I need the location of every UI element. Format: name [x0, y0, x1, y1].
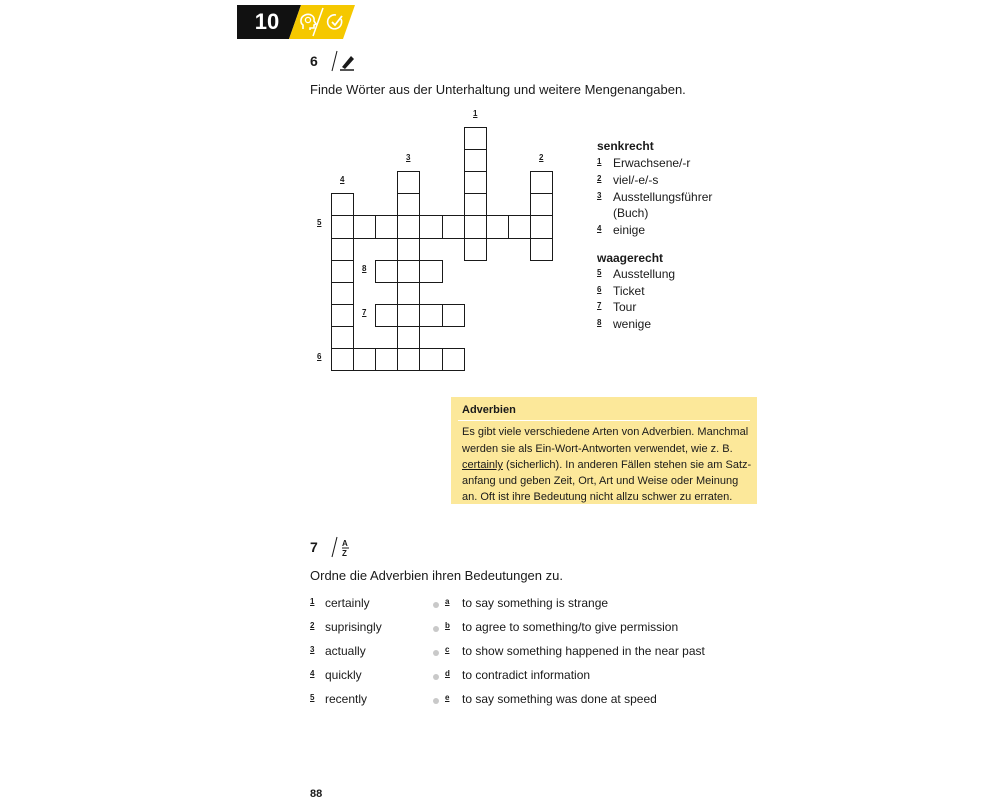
crossword-number-8: 8 — [362, 264, 367, 273]
crossword-cell[interactable] — [464, 127, 487, 150]
crossword-cell[interactable] — [375, 260, 398, 283]
crossword-number-1: 1 — [473, 109, 478, 118]
exercise-7-instruction: Ordne die Adverbien ihren Bedeutungen zu. — [310, 568, 563, 583]
exercise-6-number: 6 — [310, 53, 318, 69]
crossword-cell[interactable] — [331, 260, 354, 283]
crossword-cell[interactable] — [375, 215, 398, 239]
match-dot[interactable] — [433, 674, 439, 680]
crossword-cell[interactable] — [419, 260, 443, 283]
pen-icon — [324, 49, 358, 73]
info-box-text-line: werden sie als Ein-Wort-Antworten verwendet, wie z. B. — [462, 443, 733, 455]
crossword-cell[interactable] — [419, 348, 443, 371]
crossword-number-2: 2 — [539, 153, 544, 162]
meaning-item: a to say something is strange — [445, 596, 609, 610]
crossword-number-5: 5 — [317, 218, 322, 227]
adverb-item: 3 actually — [310, 644, 366, 658]
down-clue: 4 einige — [597, 223, 646, 237]
across-clue: 8 wenige — [597, 317, 652, 331]
across-clues-heading: waagerecht — [597, 251, 664, 265]
meaning-item: c to show something happened in the near past — [445, 644, 705, 658]
crossword-cell[interactable] — [397, 238, 420, 261]
down-clue: 1 Erwachsene/-r — [597, 156, 691, 170]
crossword-number-6: 6 — [317, 352, 322, 361]
match-dot[interactable] — [433, 698, 439, 704]
crossword-cell[interactable] — [397, 282, 420, 305]
a-z-sort-icon — [324, 535, 358, 559]
clock-check-icon — [324, 11, 346, 33]
crossword-cell[interactable] — [353, 215, 376, 239]
down-clues-heading: senkrecht — [597, 139, 654, 153]
across-clue: 6 Ticket — [597, 284, 645, 298]
crossword-cell[interactable] — [464, 149, 487, 172]
adverb-item: 1 certainly — [310, 596, 370, 610]
crossword-cell[interactable] — [442, 348, 465, 371]
match-dot[interactable] — [433, 650, 439, 656]
crossword-cell[interactable] — [464, 171, 487, 194]
match-dot[interactable] — [433, 602, 439, 608]
down-clue: 2 viel/-e/-s — [597, 173, 659, 187]
crossword-cell[interactable] — [331, 282, 354, 305]
svg-text:Z: Z — [342, 549, 347, 558]
info-box-text-line: Es gibt viele verschiedene Arten von Adverbien. Manchmal — [462, 426, 749, 438]
crossword-cell[interactable] — [397, 171, 420, 194]
crossword-cell[interactable] — [530, 238, 553, 261]
across-clue: 7 Tour — [597, 300, 637, 314]
crossword-cell[interactable] — [419, 304, 443, 327]
exercise-7-number: 7 — [310, 539, 318, 555]
crossword-number-3: 3 — [406, 153, 411, 162]
info-box-example-word: certainly — [462, 459, 503, 471]
meaning-item: e to say something was done at speed — [445, 692, 657, 706]
meaning-item: b to agree to something/to give permission — [445, 620, 679, 634]
crossword-cell[interactable] — [464, 238, 487, 261]
info-box-text-line: an. Oft ist ihre Bedeutung nicht allzu schwer zu erraten. — [462, 491, 733, 503]
crossword-cell[interactable] — [530, 193, 553, 216]
crossword-cell[interactable] — [530, 215, 553, 239]
crossword-cell[interactable] — [397, 326, 420, 349]
crossword-cell[interactable] — [442, 304, 465, 327]
crossword-cell[interactable] — [375, 304, 398, 327]
exercise-6-instruction: Finde Wörter aus der Unterhaltung und weitere Mengenangaben. — [310, 82, 686, 97]
crossword-cell[interactable] — [331, 193, 354, 216]
page-number: 88 — [310, 788, 323, 800]
crossword-cell[interactable] — [486, 215, 509, 239]
info-box-text-line: anfang und geben Zeit, Ort, Art und Weise oder Meinung — [462, 475, 739, 487]
crossword-cell[interactable] — [442, 215, 465, 239]
crossword-cell[interactable] — [331, 348, 354, 371]
crossword-cell[interactable] — [464, 193, 487, 216]
crossword-cell[interactable] — [397, 348, 420, 371]
down-clue: (Buch) — [613, 206, 649, 220]
crossword-cell[interactable] — [331, 326, 354, 349]
crossword-number-7: 7 — [362, 308, 367, 317]
crossword-number-4: 4 — [340, 175, 345, 184]
crossword-cell[interactable] — [397, 304, 420, 327]
meaning-item: d to contradict information — [445, 668, 591, 682]
info-box-title: Adverbien — [462, 404, 516, 416]
crossword-cell[interactable] — [397, 260, 420, 283]
crossword-cell[interactable] — [464, 215, 487, 239]
head-brain-icon — [297, 11, 319, 33]
crossword-cell[interactable] — [375, 348, 398, 371]
crossword-cell[interactable] — [331, 215, 354, 239]
across-clue: 5 Ausstellung — [597, 267, 676, 281]
info-box-text-line: certainly (sicherlich). In anderen Fällen stehen sie am Satz- — [462, 459, 752, 471]
crossword-cell[interactable] — [419, 215, 443, 239]
chapter-number: 10 — [254, 9, 280, 34]
crossword-cell[interactable] — [508, 215, 531, 239]
crossword-cell[interactable] — [331, 304, 354, 327]
crossword-cell[interactable] — [530, 171, 553, 194]
crossword-cell[interactable] — [353, 348, 376, 371]
crossword-cell[interactable] — [397, 215, 420, 239]
down-clue: 3 Ausstellungsführer — [597, 190, 713, 204]
adverb-item: 2 suprisingly — [310, 620, 382, 634]
crossword-cell[interactable] — [331, 238, 354, 261]
adverb-item: 4 quickly — [310, 668, 362, 682]
crossword-cell[interactable] — [397, 193, 420, 216]
info-box-divider — [458, 420, 750, 421]
adverb-item: 5 recently — [310, 692, 368, 706]
match-dot[interactable] — [433, 626, 439, 632]
svg-text:A: A — [342, 539, 348, 548]
